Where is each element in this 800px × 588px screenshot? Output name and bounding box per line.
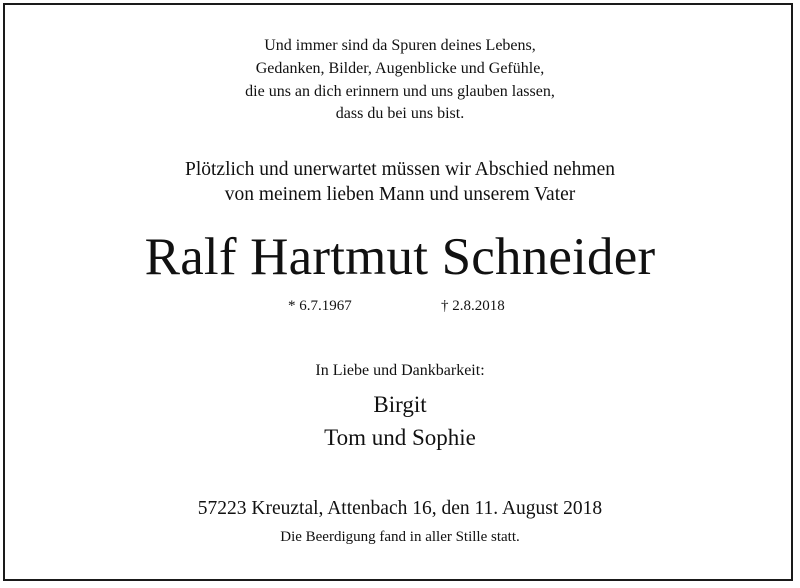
poem-line-1: Und immer sind da Spuren deines Lebens, (264, 37, 536, 54)
birth-date: * 6.7.1967 (288, 298, 352, 314)
funeral-note: Die Beerdigung fand in aller Stille statt. (280, 529, 520, 545)
poem-line-4: dass du bei uns bist. (335, 105, 465, 122)
intro-line-2: von meinem lieben Mann und unserem Vater (224, 184, 576, 205)
poem-line-2: Gedanken, Bilder, Augenblicke und Gefühle, (255, 60, 545, 77)
mourner-name-2: Tom und Sophie (324, 425, 476, 450)
mourners-heading: In Liebe und Dankbarkeit: (315, 362, 485, 379)
intro-line-1: Plötzlich und unerwartet müssen wir Abschied nehmen (185, 159, 615, 180)
death-date: † 2.8.2018 (441, 298, 505, 314)
poem-line-3: die uns an dich erinnern und uns glauben lassen, (245, 83, 555, 100)
place-and-date: 57223 Kreuztal, Attenbach 16, den 11. August 2018 (197, 498, 603, 519)
mourner-name-1: Birgit (373, 392, 427, 417)
deceased-name: Ralf Hartmut Schneider (144, 228, 656, 286)
